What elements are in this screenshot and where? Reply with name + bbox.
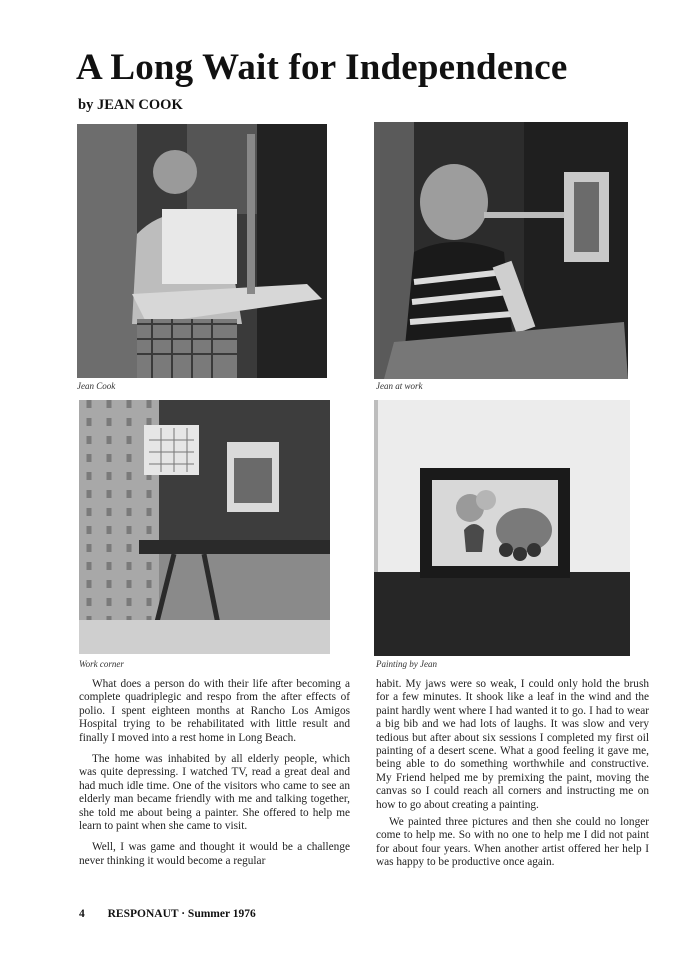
photo-painting-by-jean-image xyxy=(374,400,630,656)
byline: by JEAN COOK xyxy=(78,97,183,113)
article-title: A Long Wait for Independence xyxy=(76,47,568,88)
photo-painting-by-jean xyxy=(374,400,630,656)
caption-jean-cook: Jean Cook xyxy=(77,381,116,391)
page-footer xyxy=(79,908,256,920)
photo-jean-cook xyxy=(77,124,327,378)
body-paragraph-continued: habit. My jaws were so weak, I could only hold the brush for a few minutes. It shook like a leaf in the wind and the paint hardly went where I had wanted it to go. I had to wear a big bib and we had lots of laughs. It was slow and very tedious but after about six sessions I completed my first oil painting of a desert scene. What a good feeling it gave me, being able to do something worthwhile and constructive. My Friend helped me by premixing the paint, moving the canvas so I could reach all corners and instructing me on how to go about creating a painting. xyxy=(376,678,649,811)
caption-work-corner: Work corner xyxy=(79,659,124,669)
page-number: 4 xyxy=(79,908,85,920)
caption-painting-by-jean: Painting by Jean xyxy=(376,659,437,669)
body-paragraph: The home was inhabited by all elderly people, which was quite depressing. I watched TV, read a great deal and had much idle time. One of the visitors who came to see an elderly man became friendly with me and talking together, she told me about being a painter. She offered to help me learn to paint when she came to visit. xyxy=(79,753,350,833)
photo-jean-at-work xyxy=(374,122,628,379)
body-column-left xyxy=(79,678,350,876)
photo-jean-cook-image xyxy=(77,124,327,378)
photo-work-corner xyxy=(79,400,330,654)
photo-work-corner-image xyxy=(79,400,330,654)
body-column-right xyxy=(376,678,649,878)
body-paragraph: We painted three pictures and then she could no longer come to help me. So with no one to help me I did not paint for about four years. When another artist offered her help I was happy to be productive once again. xyxy=(376,816,649,869)
publication-name: RESPONAUT · Summer 1976 xyxy=(107,908,256,920)
caption-jean-at-work: Jean at work xyxy=(376,381,423,391)
photo-jean-at-work-image xyxy=(374,122,628,379)
body-paragraph: Well, I was game and thought it would be a challenge never thinking it would become a regular xyxy=(79,841,350,867)
body-paragraph: What does a person do with their life after becoming a complete quadriplegic and respo from the after effects of polio. I spent eighteen months at Rancho Los Amigos Hospital trying to be rehabilitated with little result and finally I moved into a rest home in Long Beach. xyxy=(79,678,350,744)
